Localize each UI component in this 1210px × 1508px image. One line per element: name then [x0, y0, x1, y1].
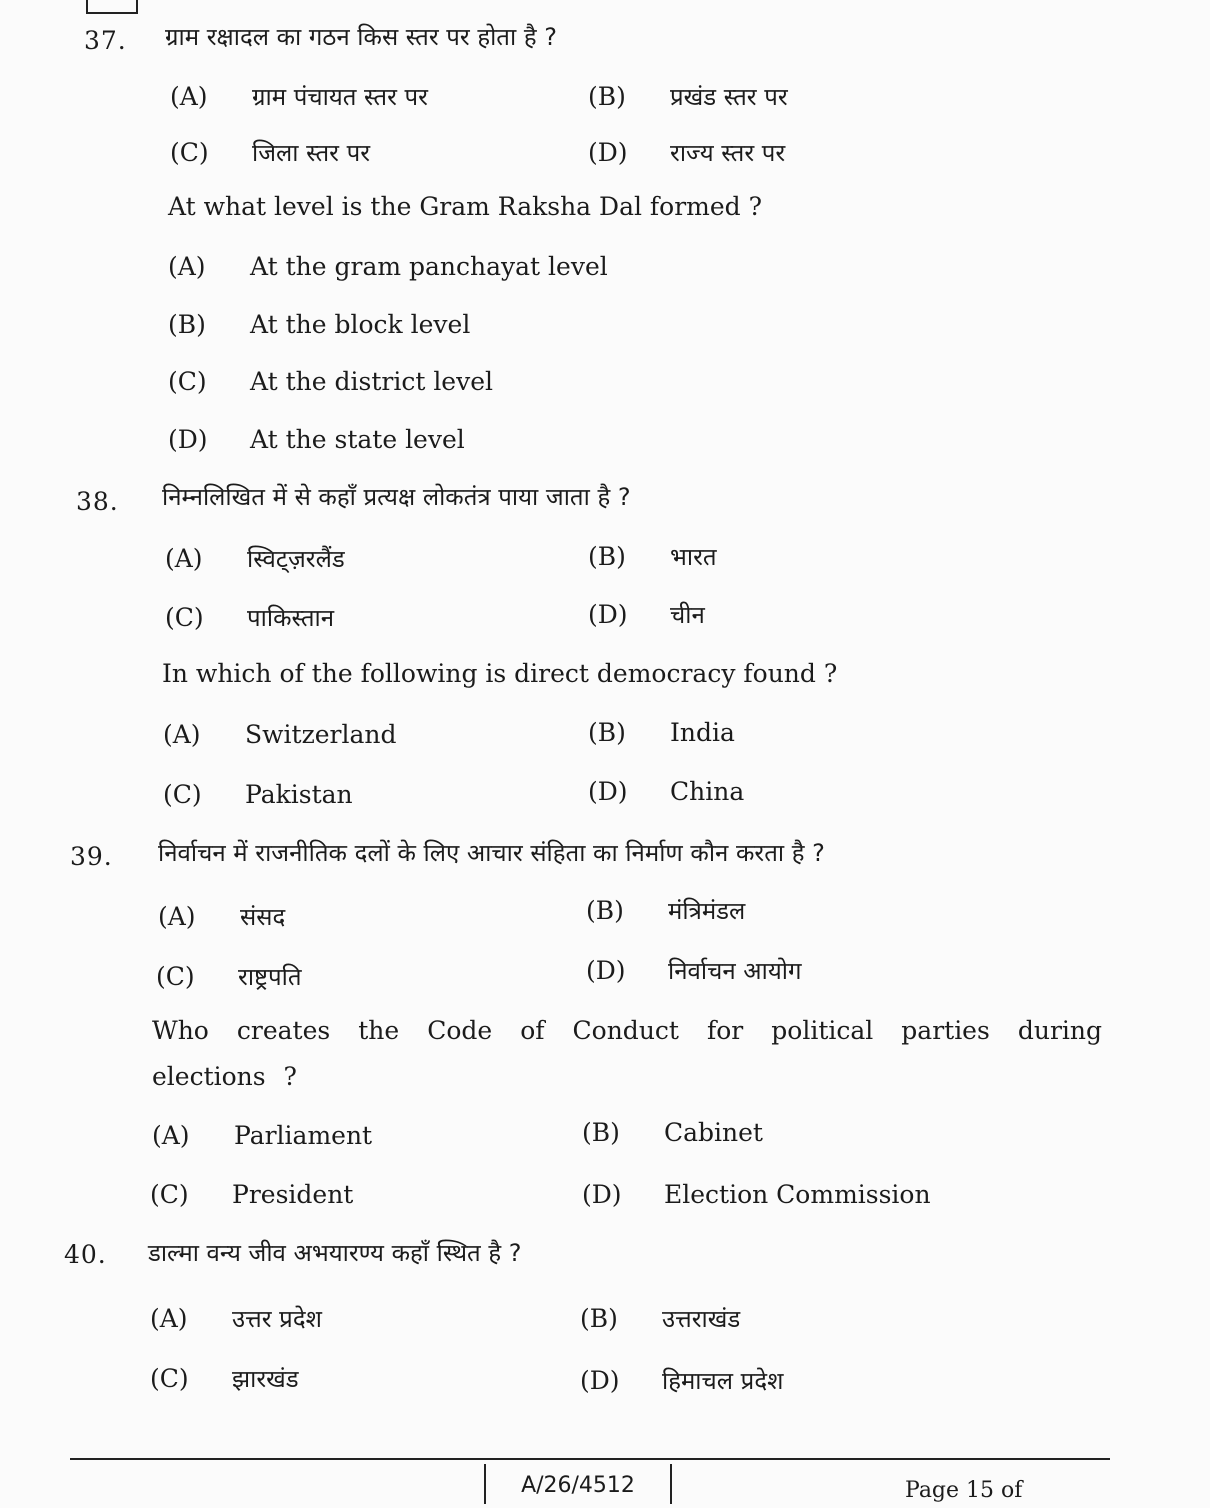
- option-label: (D): [588, 600, 628, 629]
- question-text-hindi: निम्नलिखित में से कहाँ प्रत्यक्ष लोकतंत्र पाया जाता है ?: [162, 483, 631, 511]
- option-label: (A): [165, 544, 203, 573]
- option-label: (C): [150, 1180, 189, 1209]
- option-text: निर्वाचन आयोग: [668, 957, 802, 985]
- option-text: President: [232, 1180, 354, 1209]
- option-d-english: [168, 425, 465, 454]
- option-label: (C): [170, 138, 209, 167]
- option-d-english: [582, 1180, 931, 1209]
- option-text: At the block level: [250, 310, 471, 339]
- option-label: (A): [168, 252, 206, 281]
- option-text: At the state level: [250, 425, 465, 454]
- option-b-hindi: [588, 540, 717, 573]
- option-label: (B): [582, 1118, 620, 1147]
- option-b-english: [582, 1118, 763, 1147]
- option-label: (B): [588, 542, 626, 571]
- option-c-hindi: [156, 960, 302, 993]
- option-text: भारत: [670, 543, 717, 571]
- option-label: (B): [588, 82, 626, 111]
- option-d-hindi: [588, 136, 785, 169]
- option-a-hindi: [165, 542, 345, 575]
- question-number: 39.: [70, 842, 113, 871]
- option-c-hindi: [165, 601, 334, 634]
- option-c-hindi: [170, 136, 370, 169]
- question-text-english: At what level is the Gram Raksha Dal formed ?: [168, 192, 763, 221]
- question-text-hindi: निर्वाचन में राजनीतिक दलों के लिए आचार संहिता का निर्माण कौन करता है ?: [158, 839, 825, 867]
- option-text: China: [670, 777, 745, 806]
- option-b-hindi: [580, 1302, 740, 1335]
- option-d-hindi: [586, 954, 801, 987]
- option-a-english: [168, 252, 608, 281]
- option-label: (C): [168, 367, 207, 396]
- option-c-english: [168, 367, 493, 396]
- option-text: At the gram panchayat level: [250, 252, 608, 281]
- option-text: स्विट्ज़रलैंड: [247, 545, 345, 573]
- option-label: (D): [588, 138, 628, 167]
- option-text: उत्तराखंड: [662, 1305, 741, 1333]
- paper-code: A/26/4512: [484, 1464, 672, 1504]
- option-text: प्रखंड स्तर पर: [670, 83, 788, 111]
- option-text: Pakistan: [245, 780, 353, 809]
- option-label: (C): [163, 780, 202, 809]
- option-d-english: [588, 777, 744, 806]
- option-label: (D): [168, 425, 208, 454]
- page-number: Page 15 of: [905, 1478, 1023, 1503]
- option-text: जिला स्तर पर: [252, 139, 371, 167]
- option-text: झारखंड: [232, 1365, 299, 1393]
- question-number: 38.: [76, 487, 119, 516]
- footer-rule: [70, 1458, 1110, 1460]
- option-a-hindi: [150, 1302, 322, 1335]
- option-label: (B): [168, 310, 206, 339]
- corner-box: [86, 0, 138, 14]
- option-label: (C): [165, 603, 204, 632]
- option-b-hindi: [586, 894, 745, 927]
- option-label: (A): [152, 1121, 190, 1150]
- option-text: Switzerland: [245, 720, 397, 749]
- option-text: हिमाचल प्रदेश: [662, 1367, 784, 1395]
- option-label: (C): [150, 1364, 189, 1393]
- option-text: At the district level: [250, 367, 494, 396]
- option-text: संसद: [240, 903, 286, 931]
- option-c-hindi: [150, 1362, 299, 1395]
- option-text: राज्य स्तर पर: [670, 139, 786, 167]
- option-label: (B): [588, 718, 626, 747]
- question-text-hindi: ग्राम रक्षादल का गठन किस स्तर पर होता है ?: [165, 23, 557, 51]
- option-label: (D): [580, 1366, 620, 1395]
- option-c-english: [163, 780, 353, 809]
- option-text: Election Commission: [664, 1180, 931, 1209]
- option-label: (A): [170, 82, 208, 111]
- option-text: Cabinet: [664, 1118, 763, 1147]
- question-number: 40.: [64, 1240, 107, 1269]
- option-d-hindi: [580, 1364, 783, 1397]
- option-label: (C): [156, 962, 195, 991]
- option-label: (B): [580, 1304, 618, 1333]
- option-label: (B): [586, 896, 624, 925]
- option-a-english: [152, 1121, 372, 1150]
- question-text-hindi: डाल्मा वन्य जीव अभयारण्य कहाँ स्थित है ?: [148, 1239, 522, 1267]
- option-label: (A): [158, 902, 196, 931]
- option-label: (D): [582, 1180, 622, 1209]
- option-b-english: [168, 310, 470, 339]
- option-text: उत्तर प्रदेश: [232, 1305, 322, 1333]
- option-b-english: [588, 718, 735, 747]
- option-text: पाकिस्तान: [247, 604, 335, 632]
- option-c-english: [150, 1180, 353, 1209]
- question-text-english: Who creates the Code of Conduct for political parties during elections ?: [152, 1016, 1102, 1091]
- option-text: चीन: [670, 601, 705, 629]
- option-a-hindi: [158, 900, 285, 933]
- option-text: ग्राम पंचायत स्तर पर: [252, 83, 428, 111]
- option-label: (D): [586, 956, 626, 985]
- option-label: (A): [150, 1304, 188, 1333]
- option-b-hindi: [588, 80, 788, 113]
- option-label: (D): [588, 777, 628, 806]
- option-text: Parliament: [234, 1121, 373, 1150]
- option-label: (A): [163, 720, 201, 749]
- option-a-english: [163, 720, 397, 749]
- option-text: राष्ट्रपति: [238, 963, 302, 991]
- question-number: 37.: [84, 26, 127, 55]
- option-d-hindi: [588, 598, 705, 631]
- question-text-english: In which of the following is direct democracy found ?: [162, 659, 838, 688]
- option-a-hindi: [170, 80, 428, 113]
- option-text: India: [670, 718, 735, 747]
- option-text: मंत्रिमंडल: [668, 897, 746, 925]
